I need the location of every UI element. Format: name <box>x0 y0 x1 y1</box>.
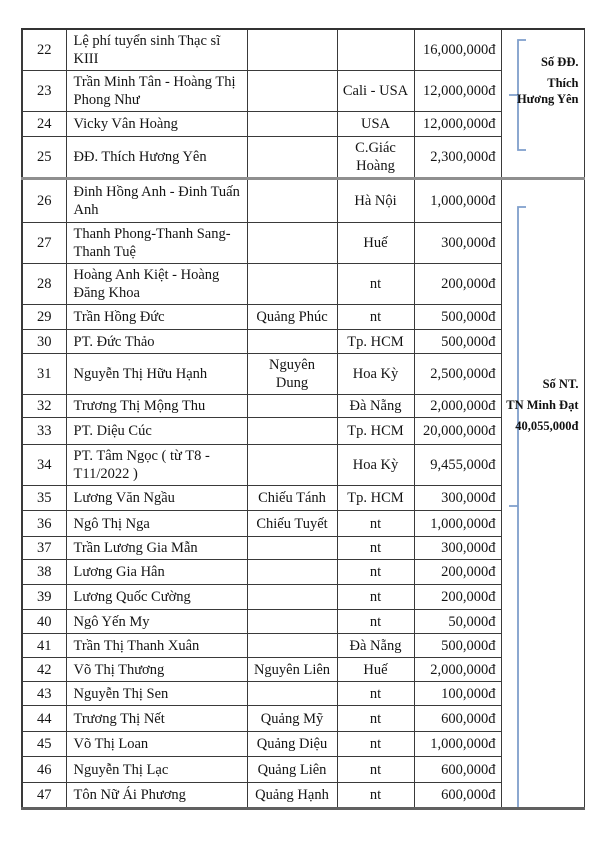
row-number: 39 <box>22 585 66 610</box>
row-number: 23 <box>22 71 66 112</box>
place: Đà Nẵng <box>337 634 414 658</box>
table-row <box>22 29 584 71</box>
row-number: 35 <box>22 486 66 511</box>
table-row <box>22 354 584 395</box>
place: C.Giác Hoàng <box>337 137 414 179</box>
place: Tp. HCM <box>337 486 414 511</box>
row-number: 42 <box>22 658 66 682</box>
table-row <box>22 511 584 537</box>
table-row <box>22 179 584 223</box>
row-number: 27 <box>22 223 66 264</box>
place: nt <box>337 305 414 330</box>
amount: 200,000đ <box>414 264 501 305</box>
place: Huế <box>337 658 414 682</box>
amount: 2,500,000đ <box>414 354 501 395</box>
dharma-name <box>247 223 337 264</box>
row-number: 38 <box>22 560 66 585</box>
row-number: 45 <box>22 732 66 757</box>
row-number: 31 <box>22 354 66 395</box>
row-number: 33 <box>22 418 66 445</box>
dharma-name: Chiếu Tuyết <box>247 511 337 537</box>
place: nt <box>337 783 414 809</box>
donor-name: Trần Lương Gia Mẫn <box>66 537 247 560</box>
table-row <box>22 585 584 610</box>
row-number: 30 <box>22 330 66 354</box>
dharma-name: Quảng Hạnh <box>247 783 337 809</box>
row-number: 24 <box>22 112 66 137</box>
table-row <box>22 706 584 732</box>
row-number: 41 <box>22 634 66 658</box>
place: nt <box>337 511 414 537</box>
place: USA <box>337 112 414 137</box>
amount: 16,000,000đ <box>414 29 501 71</box>
table-row <box>22 330 584 354</box>
table-row <box>22 732 584 757</box>
table-row <box>22 112 584 137</box>
table-row <box>22 783 584 809</box>
amount: 300,000đ <box>414 537 501 560</box>
table-row <box>22 486 584 511</box>
place: nt <box>337 560 414 585</box>
amount: 12,000,000đ <box>414 112 501 137</box>
table-row <box>22 658 584 682</box>
donor-name: Lương Văn Ngầu <box>66 486 247 511</box>
place: Hoa Kỳ <box>337 445 414 486</box>
dharma-name <box>247 179 337 223</box>
note-title: Số NT. <box>542 377 579 391</box>
donor-name: Hoàng Anh Kiệt - Hoàng Đăng Khoa <box>66 264 247 305</box>
dharma-name <box>247 71 337 112</box>
donor-name: Nguyễn Thị Hữu Hạnh <box>66 354 247 395</box>
dharma-name: Nguyên Dung <box>247 354 337 395</box>
amount: 300,000đ <box>414 486 501 511</box>
place: Hà Nội <box>337 179 414 223</box>
amount: 500,000đ <box>414 634 501 658</box>
place: Hoa Kỳ <box>337 354 414 395</box>
table-row <box>22 445 584 486</box>
table-row <box>22 560 584 585</box>
dharma-name <box>247 264 337 305</box>
amount: 600,000đ <box>414 783 501 809</box>
donor-name: Trần Minh Tân - Hoàng Thị Phong Như <box>66 71 247 112</box>
dharma-name: Quảng Liên <box>247 757 337 783</box>
note-text <box>508 54 579 112</box>
row-number: 37 <box>22 537 66 560</box>
amount: 500,000đ <box>414 305 501 330</box>
donor-name: PT. Diệu Cúc <box>66 418 247 445</box>
donor-name: Võ Thị Thương <box>66 658 247 682</box>
donor-name: Thanh Phong-Thanh Sang-Thanh Tuệ <box>66 223 247 264</box>
table-row <box>22 682 584 706</box>
place: Huế <box>337 223 414 264</box>
dharma-name <box>247 585 337 610</box>
dharma-name <box>247 682 337 706</box>
table-row <box>22 305 584 330</box>
dharma-name <box>247 29 337 71</box>
amount: 100,000đ <box>414 682 501 706</box>
dharma-name <box>247 395 337 418</box>
note-cell <box>501 179 584 809</box>
amount: 50,000đ <box>414 610 501 634</box>
dharma-name <box>247 537 337 560</box>
dharma-name <box>247 137 337 179</box>
table-row <box>22 610 584 634</box>
table-row <box>22 757 584 783</box>
dharma-name <box>247 610 337 634</box>
table-row <box>22 634 584 658</box>
note-amount: 40,055,000đ <box>515 419 579 433</box>
donation-ledger-table <box>21 28 585 810</box>
place: nt <box>337 610 414 634</box>
dharma-name <box>247 634 337 658</box>
row-number: 28 <box>22 264 66 305</box>
row-number: 22 <box>22 29 66 71</box>
amount: 1,000,000đ <box>414 732 501 757</box>
donor-name: Đinh Hồng Anh - Đinh Tuấn Anh <box>66 179 247 223</box>
amount: 200,000đ <box>414 560 501 585</box>
row-number: 40 <box>22 610 66 634</box>
dharma-name <box>247 445 337 486</box>
dharma-name: Quảng Phúc <box>247 305 337 330</box>
place: nt <box>337 537 414 560</box>
dharma-name <box>247 560 337 585</box>
row-number: 44 <box>22 706 66 732</box>
amount: 2,300,000đ <box>414 137 501 179</box>
donor-name: Ngô Thị Nga <box>66 511 247 537</box>
brace-icon <box>506 206 528 809</box>
note-text <box>505 376 579 439</box>
donor-name: Nguyễn Thị Sen <box>66 682 247 706</box>
dharma-name: Chiếu Tánh <box>247 486 337 511</box>
donor-name: Vicky Vân Hoàng <box>66 112 247 137</box>
place: nt <box>337 757 414 783</box>
donor-name: PT. Đức Thảo <box>66 330 247 354</box>
table-row <box>22 71 584 112</box>
row-number: 36 <box>22 511 66 537</box>
row-number: 43 <box>22 682 66 706</box>
place: nt <box>337 732 414 757</box>
place: nt <box>337 706 414 732</box>
dharma-name: Nguyên Liên <box>247 658 337 682</box>
amount: 20,000,000đ <box>414 418 501 445</box>
dharma-name <box>247 330 337 354</box>
table-row <box>22 223 584 264</box>
table-row <box>22 137 584 179</box>
row-number: 32 <box>22 395 66 418</box>
donor-name: Lương Gia Hân <box>66 560 247 585</box>
row-number: 29 <box>22 305 66 330</box>
donor-name: Võ Thị Loan <box>66 732 247 757</box>
dharma-name: Quảng Diệu <box>247 732 337 757</box>
amount: 1,000,000đ <box>414 511 501 537</box>
place <box>337 29 414 71</box>
donor-name: Lệ phí tuyển sinh Thạc sĩ KIII <box>66 29 247 71</box>
row-number: 25 <box>22 137 66 179</box>
row-number: 26 <box>22 179 66 223</box>
table-row <box>22 537 584 560</box>
amount: 2,000,000đ <box>414 658 501 682</box>
place: nt <box>337 585 414 610</box>
row-number: 47 <box>22 783 66 809</box>
row-number: 46 <box>22 757 66 783</box>
donor-name: Trương Thị Mộng Thu <box>66 395 247 418</box>
place: Đà Nẵng <box>337 395 414 418</box>
donor-name: PT. Tâm Ngọc ( từ T8 - T11/2022 ) <box>66 445 247 486</box>
ledger-body <box>22 29 584 809</box>
note-cell <box>501 29 584 179</box>
row-number: 34 <box>22 445 66 486</box>
donor-name: Ngô Yến My <box>66 610 247 634</box>
table-row <box>22 418 584 445</box>
dharma-name <box>247 418 337 445</box>
amount: 600,000đ <box>414 757 501 783</box>
table-row <box>22 264 584 305</box>
amount: 600,000đ <box>414 706 501 732</box>
dharma-name: Quảng Mỹ <box>247 706 337 732</box>
note-name: TN Minh Đạt <box>506 398 579 412</box>
amount: 200,000đ <box>414 585 501 610</box>
donor-name: Nguyễn Thị Lạc <box>66 757 247 783</box>
dharma-name <box>247 112 337 137</box>
place: nt <box>337 264 414 305</box>
amount: 300,000đ <box>414 223 501 264</box>
donor-name: Tôn Nữ Ái Phương <box>66 783 247 809</box>
table-row <box>22 395 584 418</box>
donor-name: Trần Thị Thanh Xuân <box>66 634 247 658</box>
place: Tp. HCM <box>337 418 414 445</box>
donor-name: Trương Thị Nết <box>66 706 247 732</box>
note-title: Số ĐĐ. <box>540 55 579 69</box>
amount: 1,000,000đ <box>414 179 501 223</box>
amount: 9,455,000đ <box>414 445 501 486</box>
place: nt <box>337 682 414 706</box>
amount: 500,000đ <box>414 330 501 354</box>
amount: 2,000,000đ <box>414 395 501 418</box>
amount: 12,000,000đ <box>414 71 501 112</box>
note-name: Thích Hương Yên <box>516 76 579 106</box>
place: Cali - USA <box>337 71 414 112</box>
place: Tp. HCM <box>337 330 414 354</box>
donor-name: ĐĐ. Thích Hương Yên <box>66 137 247 179</box>
donor-name: Trần Hồng Đức <box>66 305 247 330</box>
donor-name: Lương Quốc Cường <box>66 585 247 610</box>
